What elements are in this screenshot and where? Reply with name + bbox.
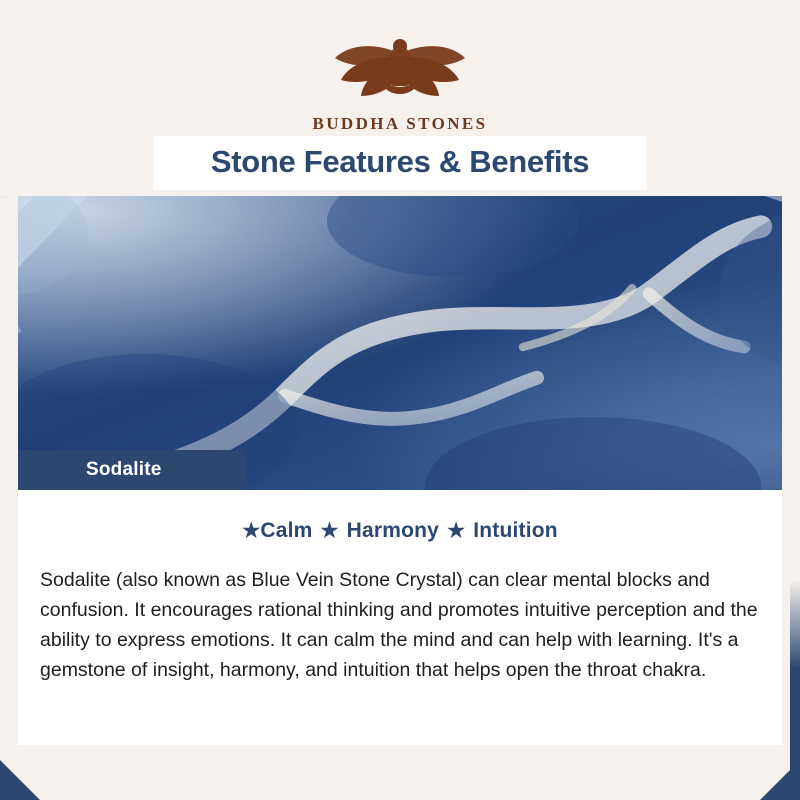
corner-accent-bottom-left	[0, 760, 40, 800]
brand-block	[0, 0, 800, 134]
star-icon: ★	[242, 520, 261, 542]
stone-label-strip	[18, 450, 246, 490]
benefits-description: Sodalite (also known as Blue Vein Stone Crystal) can clear mental blocks and confusion. It encourages rational thinking and promotes intuitive perception and the ability to express emotions. It can calm the mind and can help with learning. It's a gemstone of insight, harmony, and intuition that helps open the throat chakra.	[40, 569, 758, 681]
page-title: Stone Features & Benefits	[210, 144, 590, 179]
title-bar	[153, 136, 647, 190]
keyword-row	[18, 518, 782, 543]
footer-space	[18, 685, 782, 745]
star-icon: ★	[320, 520, 339, 542]
keyword-harmony: Harmony	[346, 519, 440, 542]
sodalite-texture	[18, 196, 782, 490]
keyword-intuition: Intuition	[473, 519, 558, 542]
lotus-meditation-icon	[305, 24, 495, 108]
star-icon: ★	[447, 520, 466, 542]
brand-name: BUDDHA STONES	[312, 114, 488, 133]
benefits-section	[18, 490, 782, 685]
corner-accent-bottom-right	[760, 760, 800, 800]
header	[0, 0, 800, 196]
stone-photo	[18, 196, 782, 490]
keyword-calm: Calm	[260, 519, 313, 542]
stone-label: Sodalite	[86, 459, 162, 480]
